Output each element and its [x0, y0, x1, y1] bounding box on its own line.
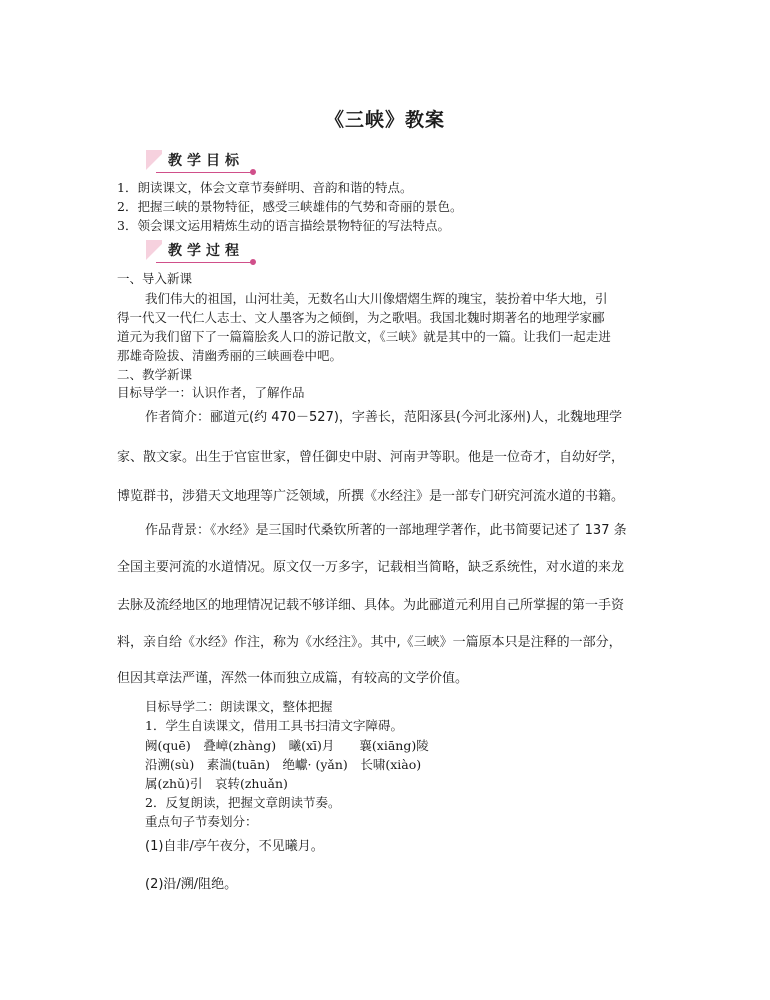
intro-paragraph-line: 我们伟大的祖国，山河壮美，无数名山大川像熠熠生辉的瑰宝，装扮着中华大地，引	[145, 291, 608, 306]
section-heading-process	[146, 240, 286, 268]
goal-item: 1．朗读课文，体会文章节奏鲜明、音韵和谐的特点。	[117, 180, 413, 195]
step-two: 2．反复朗读，把握文章朗读节奏。	[145, 795, 341, 810]
decor-triangle	[146, 240, 162, 260]
decor-underline	[156, 172, 252, 173]
section-heading-goals	[146, 150, 286, 178]
goal-item: 2．把握三峡的景物特征，感受三峡雄伟的气势和奇丽的景色。	[117, 199, 463, 214]
intro-heading: 一、导入新课	[117, 271, 193, 286]
section-heading-process-label: 教学过程	[168, 243, 244, 259]
intro-paragraph-line: 得一代又一代仁人志士、文人墨客为之倾倒，为之歌唱。我国北魏时期著名的地理学家郦	[117, 310, 605, 325]
step-one: 1．学生自读课文，借用工具书扫清文字障碍。	[145, 718, 403, 733]
rhythm-heading: 重点句子节奏划分：	[145, 814, 258, 829]
page-title: 《三峡》教案	[324, 109, 445, 131]
background-line	[145, 520, 685, 542]
decor-dot	[250, 259, 256, 265]
background-text-line: 料，亲自给《水经》作注，称为《水经注》。其中,《三峡》一篇原本只是注释的一部分，	[117, 635, 622, 650]
author-text-line: 家、散文家。出生于官宦世家，曾任御史中尉、河南尹等职。他是一位奇才，自幼好学，	[117, 450, 625, 465]
pinyin-row: 阙(quē) 叠嶂(zhàng) 曦(xī)月 襄(xiāng)陵	[145, 738, 429, 753]
guide-two-heading: 目标导学二：朗读课文，整体把握	[145, 699, 333, 714]
author-intro-line	[145, 407, 685, 429]
new-lesson-heading: 二、教学新课	[117, 367, 193, 382]
intro-paragraph-line: 那雄奇险拔、清幽秀丽的三峡画卷中吧。	[117, 348, 343, 363]
background-text-line: 全国主要河流的水道情况。原文仅一万多字，记载相当简略，缺乏系统性，对水道的来龙	[117, 560, 625, 575]
decor-underline	[156, 262, 252, 263]
rhythm-sentence: (1)自非/亭午夜分，不见曦月。	[145, 839, 324, 854]
pinyin-row: 沿溯(sù) 素湍(tuān) 绝巘· (yǎn) 长啸(xiào)	[145, 757, 422, 772]
background-text: 《水经》是三国时代桑钦所著的一部地理学著作，此书简要记述了 137 条	[210, 523, 627, 538]
rhythm-sentence: (2)沿/溯/阻绝。	[145, 877, 238, 892]
author-label: 作者简介：	[145, 410, 211, 425]
pinyin-row: 属(zhǔ)引 哀转(zhuǎn)	[145, 776, 288, 791]
background-label: 作品背景：	[145, 523, 211, 538]
author-text-line: 博览群书，涉猎天文地理等广泛领域，所撰《水经注》是一部专门研究河流水道的书籍。	[117, 489, 625, 504]
section-heading-goals-label: 教学目标	[168, 153, 244, 169]
decor-triangle	[146, 150, 162, 170]
background-text-line: 去脉及流经地区的地理情况记载不够详细、具体。为此郦道元利用自己所掌握的第一手资	[117, 598, 625, 613]
guide-one-heading: 目标导学一：认识作者，了解作品	[117, 385, 305, 400]
intro-paragraph-line: 道元为我们留下了一篇篇脍炙人口的游记散文，《三峡》就是其中的一篇。让我们一起走进	[117, 329, 611, 344]
decor-dot	[250, 169, 256, 175]
author-text: 郦道元(约 470－527)，字善长，范阳涿县(今河北涿州)人，北魏地理学	[210, 410, 623, 425]
background-text-line: 但因其章法严谨，浑然一体而独立成篇，有较高的文学价值。	[117, 671, 469, 686]
goal-item: 3．领会课文运用精炼生动的语言描绘景物特征的写法特点。	[117, 218, 450, 233]
